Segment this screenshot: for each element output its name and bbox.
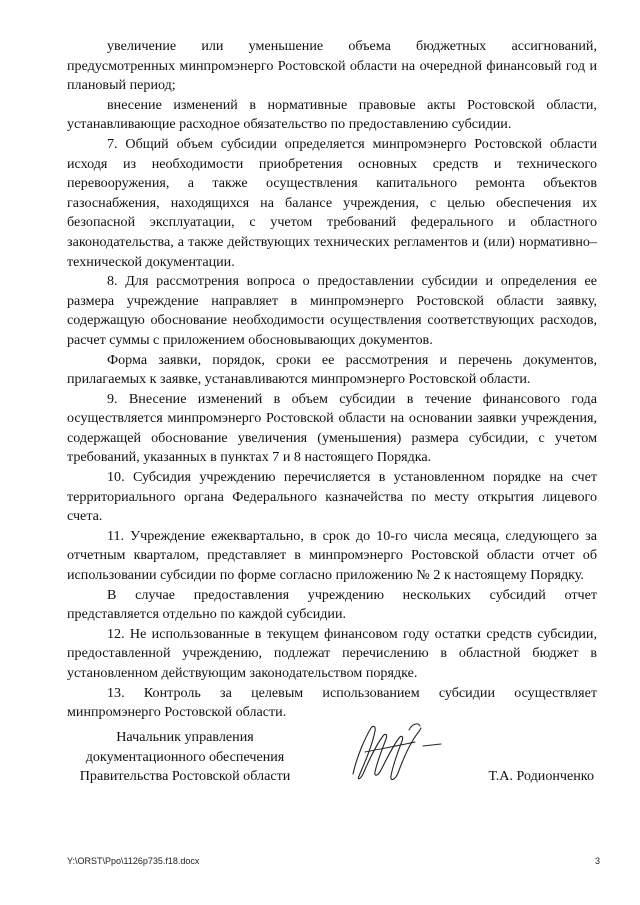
signatory-name: Т.А. Родионченко xyxy=(488,768,594,784)
paragraph: В случае предоставления учреждению нескольких субсидий отчет представляется отдельно по каждой субсидии. xyxy=(67,586,597,623)
paragraph: 10. Субсидия учреждению перечисляется в установленном порядке на счет территориального органа Федерального казначейства по месту открытия лицевого счета. xyxy=(67,469,597,525)
document-body xyxy=(67,37,597,723)
signatory-title-line: Начальник управления xyxy=(116,729,254,745)
paragraph: 7. Общий объем субсидии определяется минпромэнерго Ростовской области исходя из необходимости приобретения основных средств и технического перевооружения, а также осуществления капитального ремонта объектов газоснабжения, находящихся на балансе учреждения, с целью обеспечения их безопасной эксплуатации, с учетом требований федерального и областного законодательства, а также действующих технических регламентов и (или) нормативно–технической документации. xyxy=(67,135,597,270)
paragraph: 13. Контроль за целевым использованием субсидии осуществляет минпромэнерго Ростовской области. xyxy=(67,684,597,721)
paragraph: 8. Для рассмотрения вопроса о предоставлении субсидии и определения ее размера учреждение направляет в минпромэнерго Ростовской области заявку, содержащую обоснование необходимости осуществления соответствующих расходов, расчет суммы с приложением обосновывающих документов. xyxy=(67,273,597,348)
signatory-title-line: Правительства Ростовской области xyxy=(79,768,291,785)
paragraph: 12. Не использованные в текущем финансовом году остатки средств субсидии, предоставленной учреждению, подлежат перечислению в областной бюджет в установленном действующим законодательством порядке. xyxy=(67,625,597,681)
paragraph: внесение изменений в нормативные правовые акты Ростовской области, устанавливающие расходное обязательство по предоставлению субсидии. xyxy=(67,96,597,133)
file-path: Y:\ORST\Ppo\1126p735.f18.docx xyxy=(67,856,200,866)
handwritten-signature xyxy=(335,716,455,786)
paragraph: Форма заявки, порядок, сроки ее рассмотрения и перечень документов, прилагаемых к заявке, устанавливаются минпромэнерго Ростовской области. xyxy=(67,351,597,388)
signatory-title-line: документационного обеспечения xyxy=(85,748,285,765)
page-number: 3 xyxy=(594,856,600,866)
signatory-title xyxy=(60,728,310,787)
paragraph: 11. Учреждение ежеквартально, в срок до 10-го числа месяца, следующего за отчетным кварталом, представляет в минпромэнерго Ростовской области отчет об использовании субсидии по форме согласно приложению № 2 к настоящему Порядку. xyxy=(67,527,597,584)
paragraph: 9. Внесение изменений в объем субсидии в течение финансового года осуществляется минпромэнерго Ростовской области на основании заявки учреждения, содержащей обоснование увеличения (уменьшения) размера субсидии, с учетом требований, указанных в пунктах 7 и 8 настоящего Порядка. xyxy=(67,390,597,466)
paragraph: увеличение или уменьшение объема бюджетных ассигнований, предусмотренных минпромэнерго Ростовской области на очередной финансовый год и плановый период; xyxy=(67,38,597,94)
signature-block xyxy=(0,728,640,788)
page-footer xyxy=(67,856,600,870)
